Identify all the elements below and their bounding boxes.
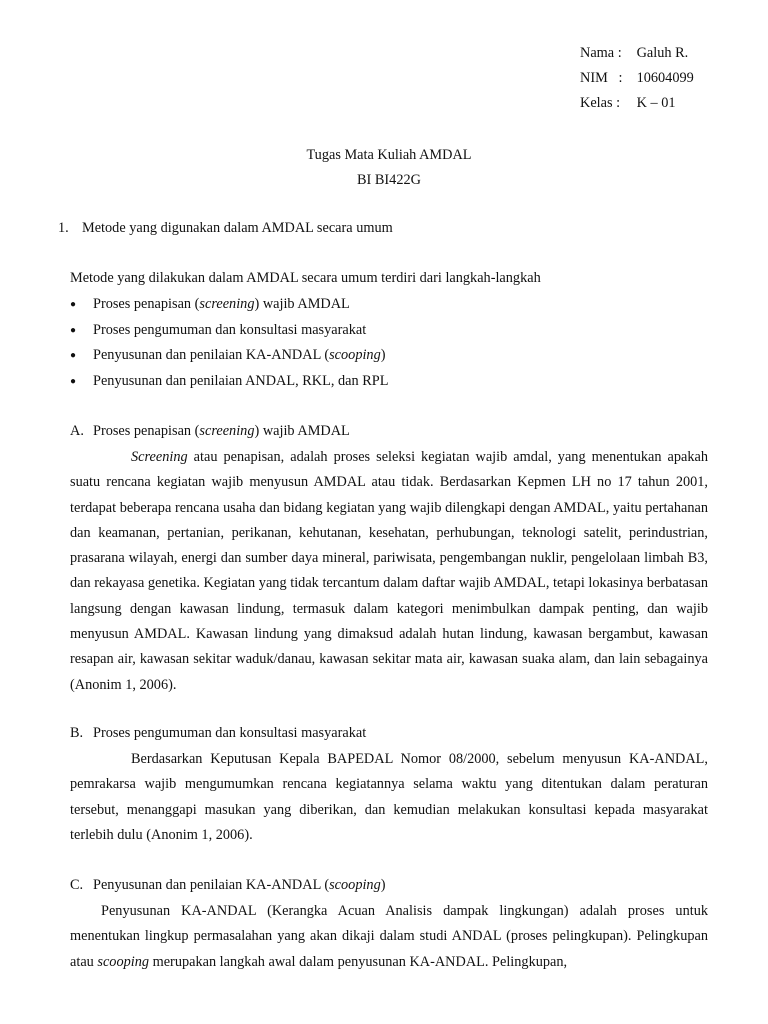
title-line-2: BI BI422G bbox=[357, 172, 421, 188]
list-item-text: Penyusunan dan penilaian ANDAL, RKL, dan RPL bbox=[93, 372, 389, 389]
question-text: Metode yang digunakan dalam AMDAL secara umum bbox=[82, 220, 393, 236]
question-heading bbox=[58, 220, 393, 237]
student-identity bbox=[580, 44, 694, 119]
section-a-emphasis: Screening bbox=[131, 449, 188, 465]
section-c bbox=[70, 876, 708, 975]
section-a-body: atau penapisan, adalah proses seleksi kegiatan wajib amdal, yang menentukan apakah suatu rencana kegiatan wajib menyusun AMDAL atau tidak. Berdasarkan Kepmen LH no 17 tahun 2001, terdapat beberapa rencana usaha dan bidang kegiatan yang wajib dilengkapi dengan AMDAL, yaitu pertahanan dan keamanan, pertanian, perikanan, kehutanan, kesehatan, perhubungan, teknologi satelit, perindustrian, prasarana wilayah, energi dan sumber daya mineral, pariwisata, pengembangan nuklir, pengelolaan limbah B3, dan rekayasa genetika. Kegiatan yang tidak tercantum dalam daftar wajib AMDAL, tetapi lokasinya berbatasan langsung dengan kawasan lindung, termasuk dalam kategori menimbulkan dampak penting, dan wajib menyusun AMDAL. Kawasan lindung yang dimaksud adalah hutan lindung, kawasan bergambut, kawasan resapan air, kawasan sekitar waduk/danau, kawasan sekitar mata air, kawasan suaka alam, dan lain sebagainya (Anonim 1, 2006). bbox=[70, 449, 708, 693]
section-b bbox=[70, 724, 708, 848]
section-c-heading-end: ) bbox=[380, 877, 386, 893]
list-item-text-end: ) bbox=[380, 347, 386, 363]
section-b-letter: B. bbox=[70, 725, 84, 741]
section-a-heading bbox=[70, 422, 708, 440]
bullet-icon: ● bbox=[70, 350, 77, 361]
document-title bbox=[0, 146, 768, 189]
bullet-icon: ● bbox=[70, 324, 77, 336]
section-b-body: Berdasarkan Keputusan Kepala BAPEDAL Nomor 08/2000, sebelum menyusun KA-ANDAL, pemrakarsa wajib mengumumkan rencana kegiatannya selama waktu yang ditentukan dalam peraturan tersebut, menanggapi masukan yang diberikan, dan kemudian melakukan konsultasi kepada masyarakat terlebih dulu (Anonim 1, 2006). bbox=[70, 751, 708, 843]
method-list bbox=[70, 295, 388, 397]
nim-row bbox=[580, 69, 694, 94]
class-row bbox=[580, 94, 694, 119]
intro-text: Metode yang dilakukan dalam AMDAL secara umum terdiri dari langkah-langkah bbox=[70, 270, 541, 286]
section-c-letter: C. bbox=[70, 877, 84, 893]
section-a-heading-text: Proses penapisan ( bbox=[93, 423, 200, 439]
section-b-paragraph bbox=[70, 747, 708, 848]
list-item-emphasis: screening bbox=[199, 296, 255, 312]
list-item-emphasis: scooping bbox=[329, 347, 381, 363]
name-value: Galuh R. bbox=[636, 45, 689, 61]
class-label: Kelas : bbox=[580, 95, 621, 111]
title-line-1: Tugas Mata Kuliah AMDAL bbox=[306, 147, 472, 163]
section-a-letter: A. bbox=[70, 423, 84, 439]
section-b-heading-text: Proses pengumuman dan konsultasi masyarakat bbox=[93, 725, 367, 741]
class-value: K – 01 bbox=[636, 95, 676, 111]
list-item-text: Proses pengumuman dan konsultasi masyarakat bbox=[93, 321, 367, 338]
list-item-text: Penyusunan dan penilaian KA-ANDAL ( bbox=[93, 347, 330, 363]
section-a-heading-end: ) wajib AMDAL bbox=[254, 423, 350, 439]
name-label: Nama : bbox=[580, 45, 622, 61]
nim-value: 10604099 bbox=[636, 70, 694, 86]
section-a-paragraph bbox=[70, 445, 708, 698]
section-a-heading-emphasis: screening bbox=[199, 423, 255, 439]
list-item-text: Proses penapisan ( bbox=[93, 296, 200, 312]
name-row bbox=[580, 44, 694, 69]
section-c-heading-emphasis: scooping bbox=[329, 877, 381, 893]
section-c-heading-text: Penyusunan dan penilaian KA-ANDAL ( bbox=[93, 877, 330, 893]
section-c-heading bbox=[70, 876, 708, 894]
section-c-body: Penyusunan KA-ANDAL (Kerangka Acuan Analisis dampak lingkungan) adalah proses untuk menentukan lingkup permasalahan yang akan dikaji dalam studi ANDAL (proses pelingkupan). Pelingkupan atau bbox=[70, 903, 708, 970]
section-c-emphasis: scooping bbox=[97, 953, 150, 970]
list-item-text-end: ) wajib AMDAL bbox=[254, 296, 350, 312]
list-item bbox=[70, 295, 388, 321]
section-c-body-end: merupakan langkah awal dalam penyusunan KA-ANDAL. Pelingkupan, bbox=[149, 953, 568, 970]
list-item bbox=[70, 372, 388, 398]
section-b-heading bbox=[70, 724, 708, 742]
list-item bbox=[70, 346, 388, 372]
nim-label: NIM : bbox=[580, 70, 623, 86]
bullet-icon: ● bbox=[70, 375, 77, 387]
question-number: 1. bbox=[58, 220, 69, 236]
section-a bbox=[70, 422, 708, 698]
bullet-icon: ● bbox=[70, 299, 77, 310]
list-item bbox=[70, 321, 388, 347]
section-c-paragraph bbox=[70, 899, 708, 975]
